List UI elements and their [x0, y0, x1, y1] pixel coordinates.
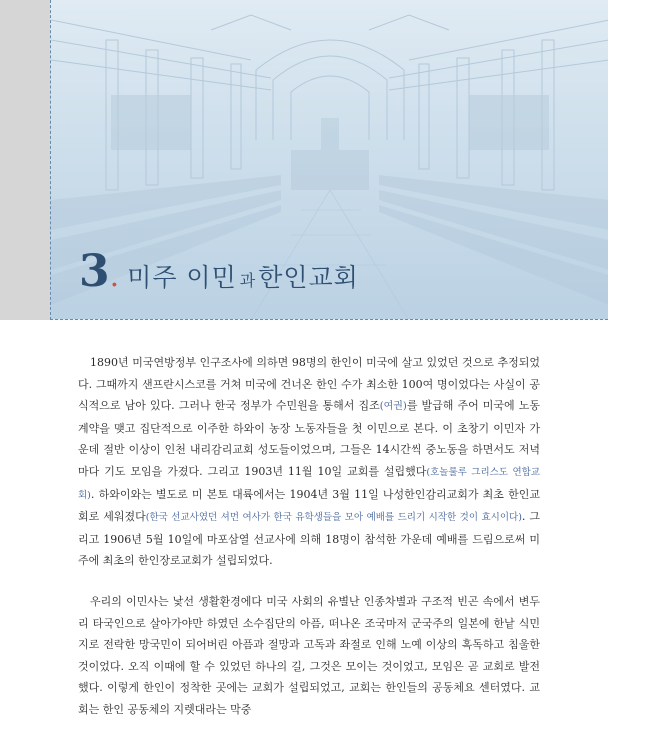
chapter-number-dot: . — [109, 259, 120, 294]
chapter-number: 3 — [79, 246, 110, 297]
chapter-title-part2: 한인교회 — [258, 263, 359, 292]
paragraph-1-text-c: . 하와이와는 별도로 미 본토 대륙에서는 1904년 3월 11일 나성한인감리교회가 최초 한인교회로 세워졌다 — [78, 487, 540, 524]
chapter-title-part1: 미주 이민 — [127, 263, 237, 292]
paragraph-1-text-d: . 그리고 1906년 5월 10일에 마포삼열 선교사에 의해 18명이 참석한 가운데 예배를 드림으로써 미주에 최초의 한인장로교회가 설립되었다. — [78, 510, 540, 568]
left-margin-band — [0, 0, 50, 320]
paragraph-1 — [78, 352, 540, 572]
paragraph-1-text-b: 를 발급해 주어 미국에 노동 계약을 맺고 집단적으로 이주한 하와이 농장 노동자들을 첫 이민으로 본다. 이 초창기 이민자 가운데 절반 이상이 인천 내리감리교회 성도들이었으며, 그들은 14시간씩 중노동을 하면서도 저녁마다 기도 모임을 가졌다. 그리고 1903년 11월 10일 교회를 설립했다 — [78, 399, 540, 478]
church-note: (호놀룰루 그리스도 연합교회) — [78, 466, 540, 501]
chapter-title-particle: 과 — [239, 271, 256, 290]
sherman-note: (한국 선교사였던 셔먼 여사가 한국 유학생들을 모아 예배를 드리기 시작한 것이 효시이다) — [145, 512, 522, 524]
passport-note: (여권) — [379, 401, 407, 413]
chapter-title — [79, 246, 359, 297]
paragraph-1-text-a: 1890년 미국연방정부 인구조사에 의하면 98명의 한인이 미국에 살고 있었던 것으로 추정되었다. 그때까지 샌프란시스코를 거쳐 미국에 건너온 한인 수가 최소한 100여 명이었다는 사실이 공식적으로 남아 있다. 그러나 한국 정부가 수민원을 통해서 집조 — [78, 356, 540, 413]
paragraph-2: 우리의 이민사는 낯선 생활환경에다 미국 사회의 유별난 인종차별과 구조적 빈곤 속에서 변두리 타국인으로 살아가야만 하였던 소수집단의 아픔, 떠나온 조국마저 군국주의 일본에 한낱 식민지로 전락한 망국민이 되어버린 아픔과 절망과 고독과 좌절로 인해 노예 이상의 혹독하고 침울한 것이었다. 오직 이때에 할 수 있었던 하나의 길, 그것은 모이는 것이었고, 모임은 곧 교회로 발전했다. 이렇게 한인이 정착한 곳에는 교회가 설립되었고, 교회는 한인들의 공동체요 센터였다. 교회는 한인 공동체의 지렛대라는 막중 — [78, 594, 540, 716]
chapter-body — [78, 352, 540, 721]
chapter-header-image — [50, 0, 608, 320]
